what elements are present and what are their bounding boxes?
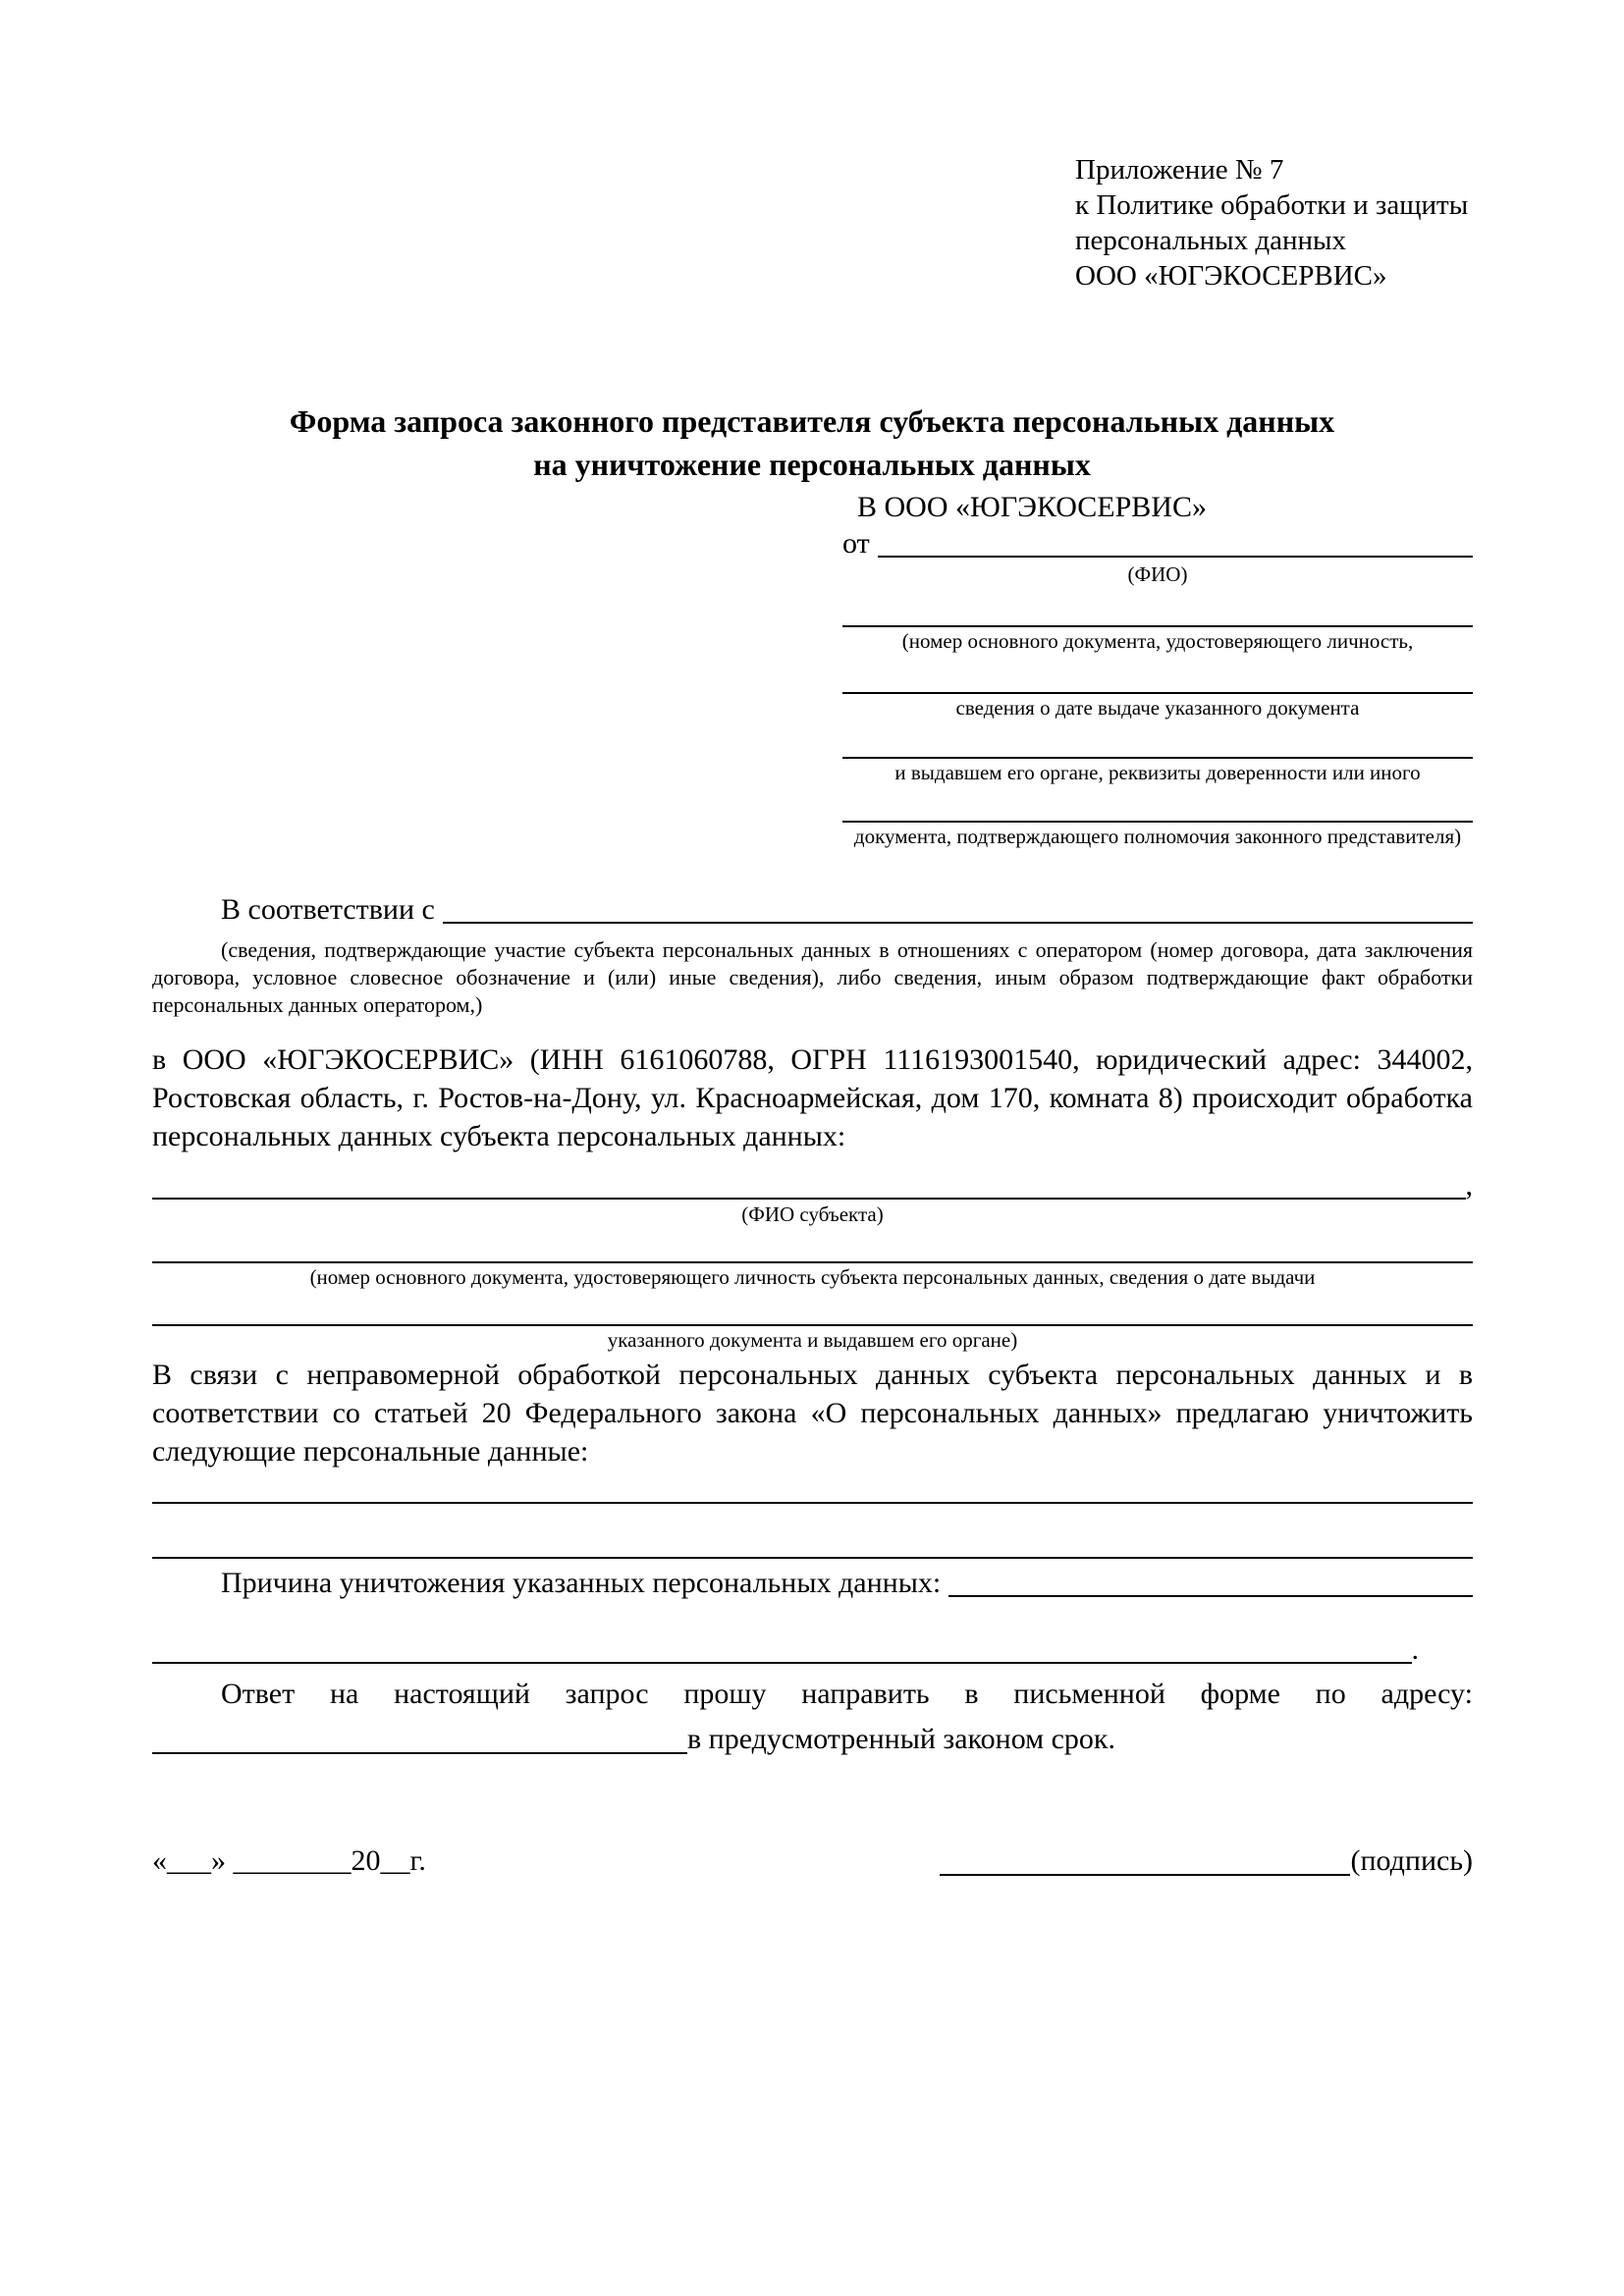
subject-fio-caption: (ФИО субъекта) [741,1202,884,1226]
signature-blank-line [940,1842,1350,1876]
trailing-comma: , [1465,1169,1473,1201]
date-signature-row [152,1842,1473,1880]
subject-doc-blank-line [152,1261,1473,1263]
applicant-fill-block [842,527,1473,848]
response-paragraph: Ответ на настоящий запрос прошу направить в письменной форме по адресу: [221,1678,1473,1710]
applicant-doc-caption: сведения о дате выдаче указанного документа [955,696,1360,720]
accordance-fine-print: (сведения, подтверждающие участие субъекта персональных данных в отношениях с оператором (номер договора, дата заключения договора, условное словесное обозначение и (или) иные сведения), либо сведения, иным образом подтверждающие факт обработки персональных данных оператором,) [152,937,1473,1017]
date-line: «___» ________20__г. [152,1844,426,1877]
from-label: от [842,527,870,560]
operator-paragraph: в ООО «ЮГЭКОСЕРВИС» (ИНН 6161060788, ОГРН 1116193001540, юридический адрес: 344002, Ростовская область, г. Ростов-на-Дону, ул. Красноармейская, дом 170, комната 8) происходит обработка персональных данных субъекта персональных данных: [152,1043,1473,1152]
accordance-label: В соответствии с [221,893,435,926]
from-blank-line [878,527,1473,558]
subject-fio-blank-line [152,1169,1466,1200]
applicant-doc-caption: (номер основного документа, удостоверяющего личность, [901,629,1414,653]
from-line [842,527,1473,561]
signature-group [940,1842,1473,1880]
response-address-line [152,1721,1473,1758]
signature-caption: (подпись) [1350,1844,1473,1877]
reason-blank-line [152,1633,1412,1664]
reason-continuation-line [152,1633,1473,1667]
fio-caption: (ФИО) [1127,562,1188,586]
applicant-doc-caption: и выдавшем его органе, реквизиты доверенности или иного [894,761,1421,784]
applicant-blank-line [842,757,1473,759]
form-title-line-2: на уничтожение персональных данных [533,447,1091,482]
trailing-period: . [1411,1633,1419,1666]
subject-fio-line [152,1169,1473,1202]
data-list-blank-line [152,1557,1473,1559]
appendix-note [1075,152,1624,294]
form-title-line-1: Форма запроса законного представителя субъекта персональных данных [289,403,1335,439]
subject-doc-blank-line [152,1324,1473,1326]
form-title [79,400,1545,486]
reason-line [152,1567,1473,1600]
term-sentence: в предусмотренный законом срок. [687,1723,1115,1755]
appendix-note-line: Приложение № 7 [1075,154,1284,186]
addressee: В ООО «ЮГЭКОСЕРВИС» [857,491,1207,523]
applicant-blank-line [842,692,1473,694]
reason-blank-line [948,1567,1473,1597]
document-body [152,893,1473,1880]
subject-doc-caption: (номер основного документа, удостоверяющего личность субъекта персональных данных, сведения о дате выдачи [309,1265,1316,1289]
address-blank-line [152,1721,687,1754]
accordance-blank-line [443,893,1473,924]
appendix-note-line: ООО «ЮГЭКОСЕРВИС» [1075,260,1387,292]
applicant-doc-caption: документа, подтверждающего полномочия законного представителя) [853,825,1462,848]
reason-label: Причина уничтожения указанных персональных данных: [221,1567,942,1599]
data-list-blank-line [152,1502,1473,1504]
destruction-paragraph: В связи с неправомерной обработкой персональных данных субъекта персональных данных и в соответствии со статьей 20 Федерального закона «О персональных данных» предлагаю уничтожить следующие персональные данные: [152,1359,1473,1468]
applicant-blank-line [842,821,1473,823]
subject-doc-caption: указанного документа и выдавшем его органе) [607,1328,1018,1352]
accordance-line [152,893,1473,927]
applicant-blank-line [842,625,1473,627]
appendix-note-line: персональных данных [1075,225,1347,256]
appendix-note-line: к Политике обработки и защиты [1075,189,1469,221]
